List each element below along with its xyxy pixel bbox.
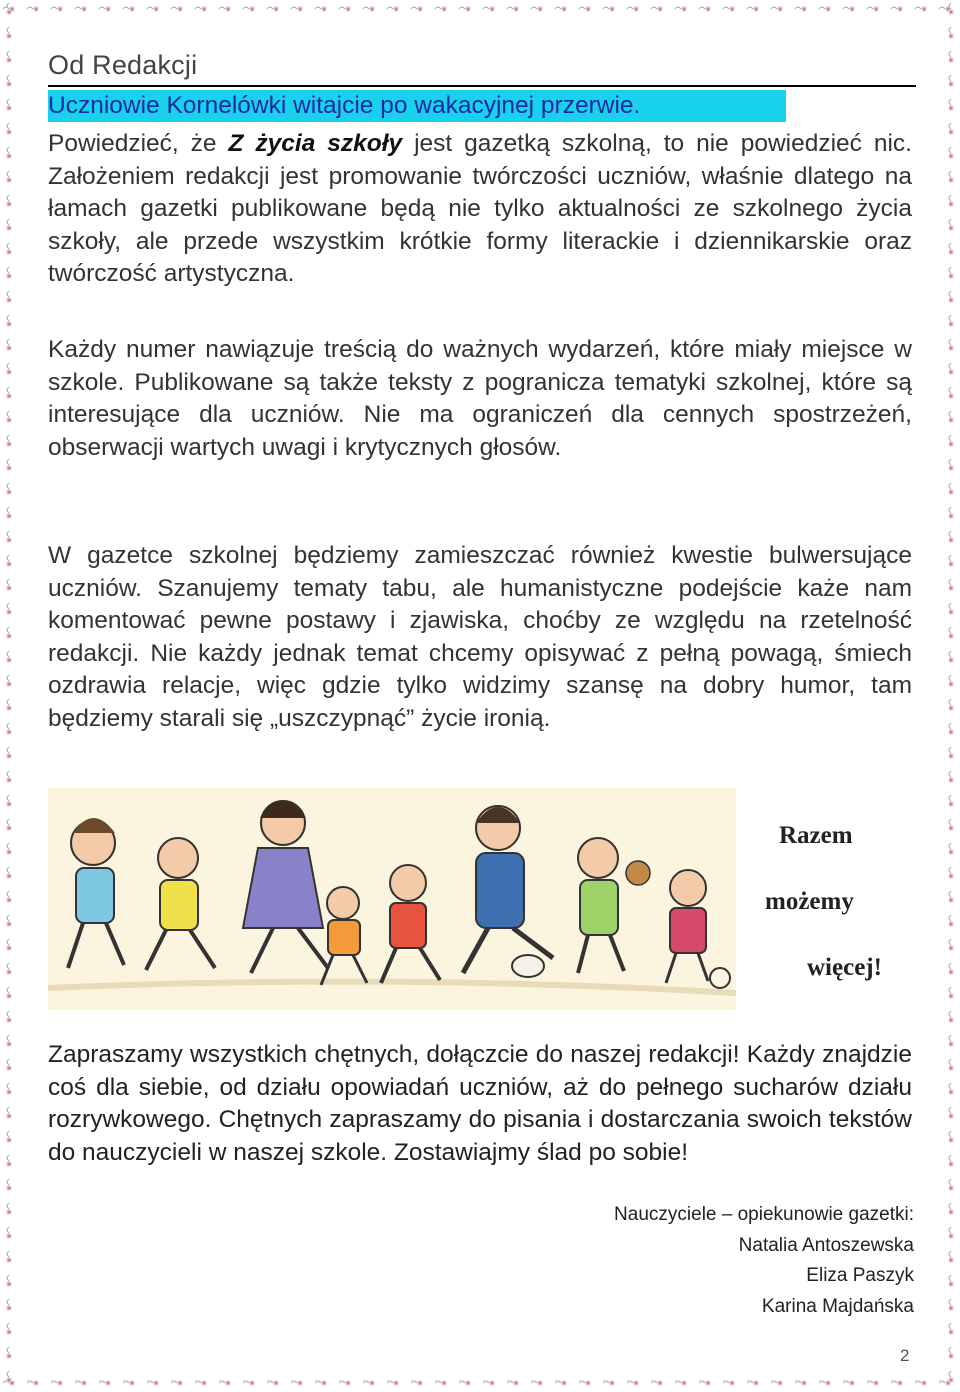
title-divider [48, 85, 916, 87]
intro-text-start: Powiedzieć, że [48, 130, 229, 157]
credit-name: Eliza Paszyk [806, 1265, 914, 1286]
slogan-line-2: możemy [765, 888, 854, 915]
section-title: Od Redakcji [48, 50, 198, 80]
slogan-line-3: więcej! [807, 954, 882, 981]
floral-border-right [942, 0, 960, 1392]
slogan-line-1: Razem [779, 822, 853, 849]
invitation-paragraph: Zapraszamy wszystkich chętnych, dołączcie do naszej redakcji! Każdy znajdzie coś dla siebie, od działu opowiadań uczniów, aż do pełnego sucharów działu rozrywkowego. Chętnych zapraszamy do pisania i dostarczania swoich tekstów do nauczycieli w naszej szkole. Zostawiajmy ślad po sobie! [48, 1041, 912, 1166]
intro-text-end: jest gazetką szkolną, to nie powiedzieć nic. Założeniem redakcji jest promowanie twórczości uczniów, właśnie dlatego na łamach gazetki publikowane będą nie tylko aktualności ze szkolnego życia szkoły, ale przede wszystkim krótkie formy literackie i dziennikarskie oraz twórczość artystyczna. [48, 130, 912, 288]
floral-border-top [0, 0, 960, 18]
running-children-illustration [48, 788, 736, 1010]
topics-paragraph: Każdy numer nawiązuje treścią do ważnych wydarzeń, które miały miejsce w szkole. Publikowane są także teksty z pogranicza tematyki szkolnej, które są interesujące dla uczniów. Nie ma ograniczeń dla cennych spostrzeżeń, obserwacji wartych uwagi i krytycznych głosów. [48, 336, 912, 461]
humor-paragraph: W gazetce szkolnej będziemy zamieszczać również kwestie bulwersujące uczniów. Szanujemy tematy tabu, ale humanistyczne podejście każe nam komentować pewne postawy i zjawiska, choćby ze względu na rzetelność redakcji. Nie każdy jednak temat chcemy opisywać z pełną powagą, śmiech ozdrawia relacje, więc gdzie tylko widzimy szansę na dobry humor, tam będziemy starali się „uszczypnąć” życie ironią. [48, 542, 912, 732]
credit-name: Karina Majdańska [761, 1295, 914, 1317]
welcome-highlight: Uczniowie Kornelówki witajcie po wakacyjnej przerwie. [48, 90, 786, 122]
floral-border-bottom [0, 1374, 960, 1392]
floral-border-left [0, 0, 18, 1392]
credits-heading: Nauczyciele – opiekunowie gazetki: [614, 1204, 914, 1225]
page-number: 2 [900, 1346, 910, 1365]
newsletter-name: Z życia szkoły [228, 130, 403, 157]
editor-credits [494, 1200, 914, 1322]
credit-name: Natalia Antoszewska [738, 1234, 914, 1256]
intro-paragraph [48, 128, 912, 291]
